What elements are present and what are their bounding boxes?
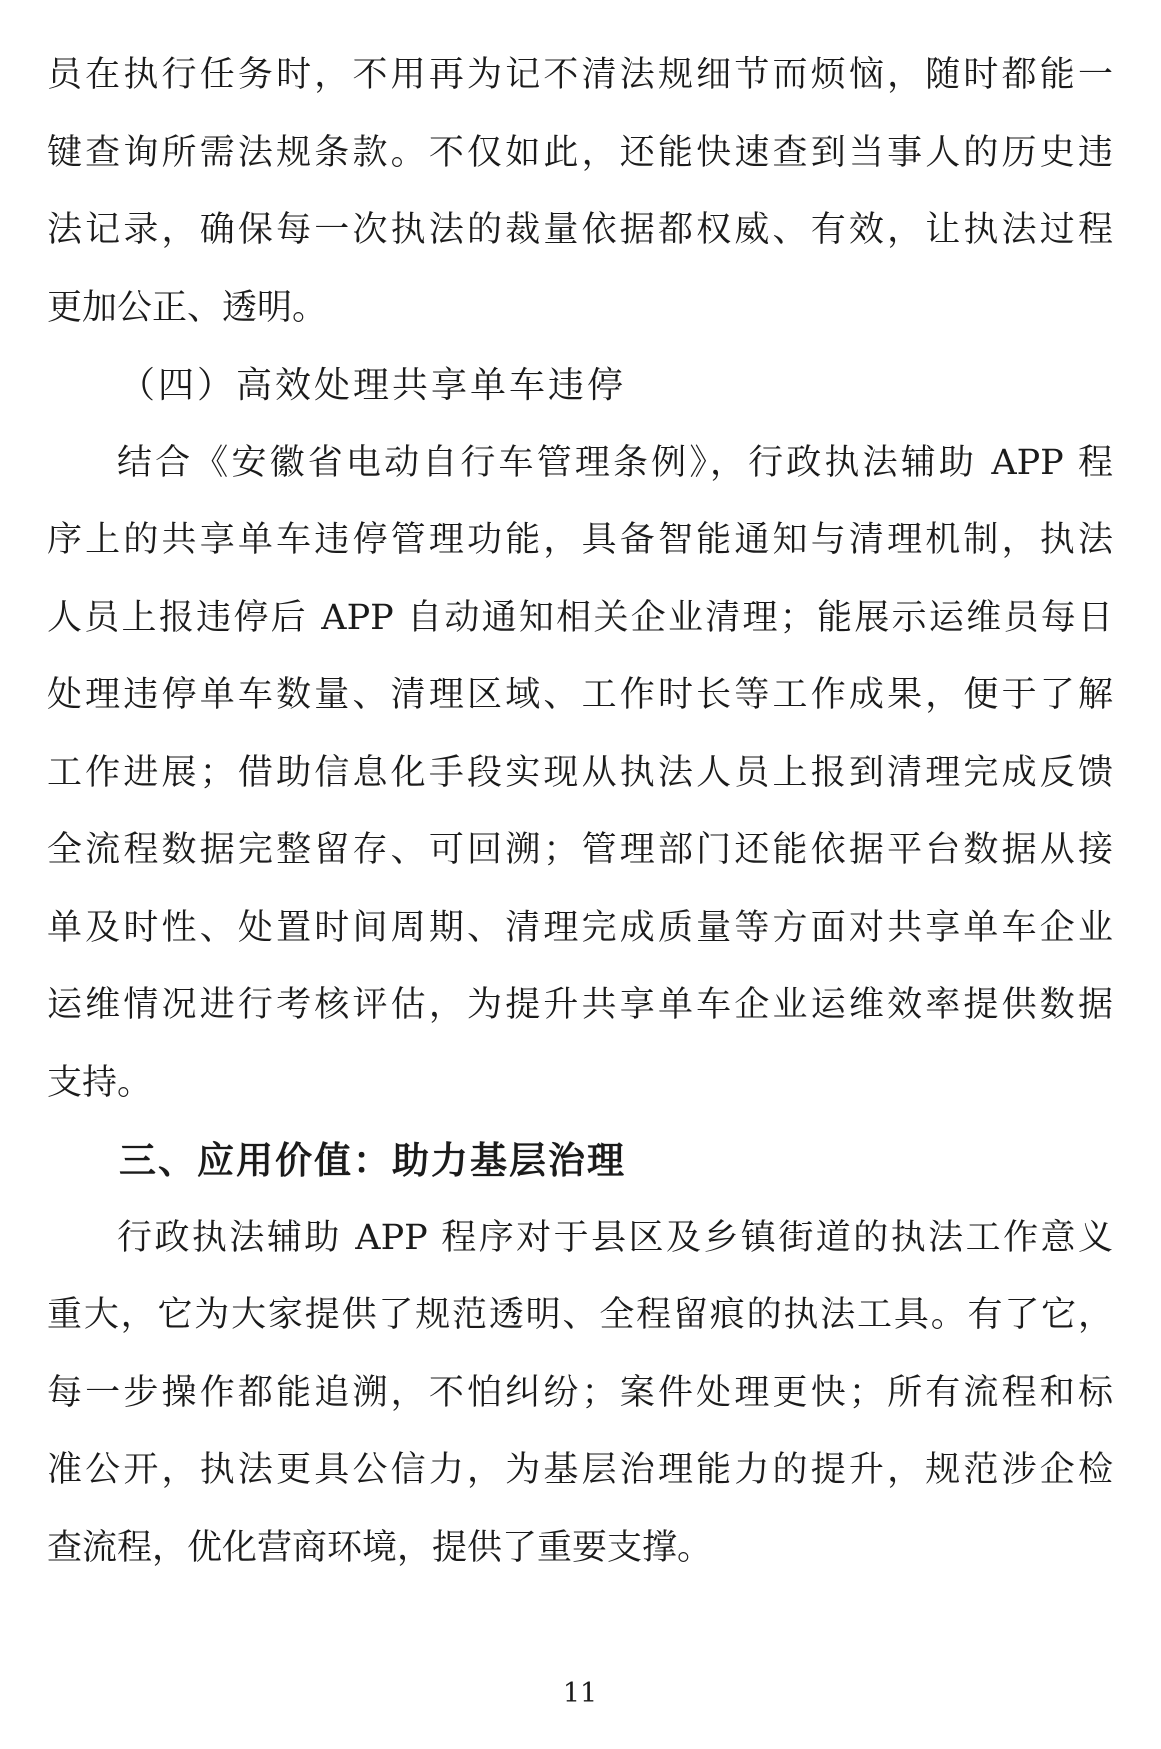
text-line: 工作进展；借助信息化手段实现从执法人员上报到清理完成反馈 xyxy=(47,752,1113,793)
paragraph xyxy=(47,425,1113,1123)
text-line: 运维情况进行考核评估，为提升共享单车企业运维效率提供数据 xyxy=(47,985,1113,1025)
text-line: 结合《安徽省电动自行车管理条例》，行政执法辅助 APP 程 xyxy=(117,442,1113,483)
text-line: 准公开，执法更具公信力，为基层治理能力的提升，规范涉企检 xyxy=(47,1450,1113,1490)
text-line: 查流程，优化营商环境，提供了重要支撑。 xyxy=(47,1527,713,1568)
text-line: 单及时性、处置时间周期、清理完成质量等方面对共享单车企业 xyxy=(47,907,1113,948)
text-line: 更加公正、透明。 xyxy=(47,287,328,328)
text-line: 键查询所需法规条款。不仅如此，还能快速查到当事人的历史违 xyxy=(47,132,1113,173)
text-line: 重大，它为大家提供了规范透明、全程留痕的执法工具。有了它， xyxy=(47,1295,1113,1335)
page-number: 11 xyxy=(562,1678,598,1709)
text-line: 支持。 xyxy=(47,1062,153,1103)
subheading xyxy=(47,347,1113,425)
text-line: 人员上报违停后 APP 自动通知相关企业清理；能展示运维员每日 xyxy=(47,597,1113,638)
text-line: 行政执法辅助 APP 程序对于县区及乡镇街道的执法工作意义 xyxy=(117,1217,1113,1258)
paragraph xyxy=(47,37,1113,347)
heading xyxy=(47,1122,1113,1200)
heading-line: 三、应用价值：助力基层治理 xyxy=(119,1139,626,1182)
text-line: 每一步操作都能追溯，不怕纠纷；案件处理更快；所有流程和标 xyxy=(47,1372,1113,1413)
paragraph xyxy=(47,1200,1113,1588)
document-body xyxy=(47,37,1113,1587)
text-line: 法记录，确保每一次执法的裁量依据都权威、有效，让执法过程 xyxy=(47,210,1113,250)
text-line: 处理违停单车数量、清理区域、工作时长等工作成果，便于了解 xyxy=(47,675,1113,715)
text-line: 员在执行任务时，不用再为记不清法规细节而烦恼，随时都能一 xyxy=(47,55,1113,95)
text-line: 全流程数据完整留存、可回溯；管理部门还能依据平台数据从接 xyxy=(47,830,1113,870)
subheading-line: （四）高效处理共享单车违停 xyxy=(119,365,627,406)
text-line: 序上的共享单车违停管理功能，具备智能通知与清理机制，执法 xyxy=(47,520,1113,560)
